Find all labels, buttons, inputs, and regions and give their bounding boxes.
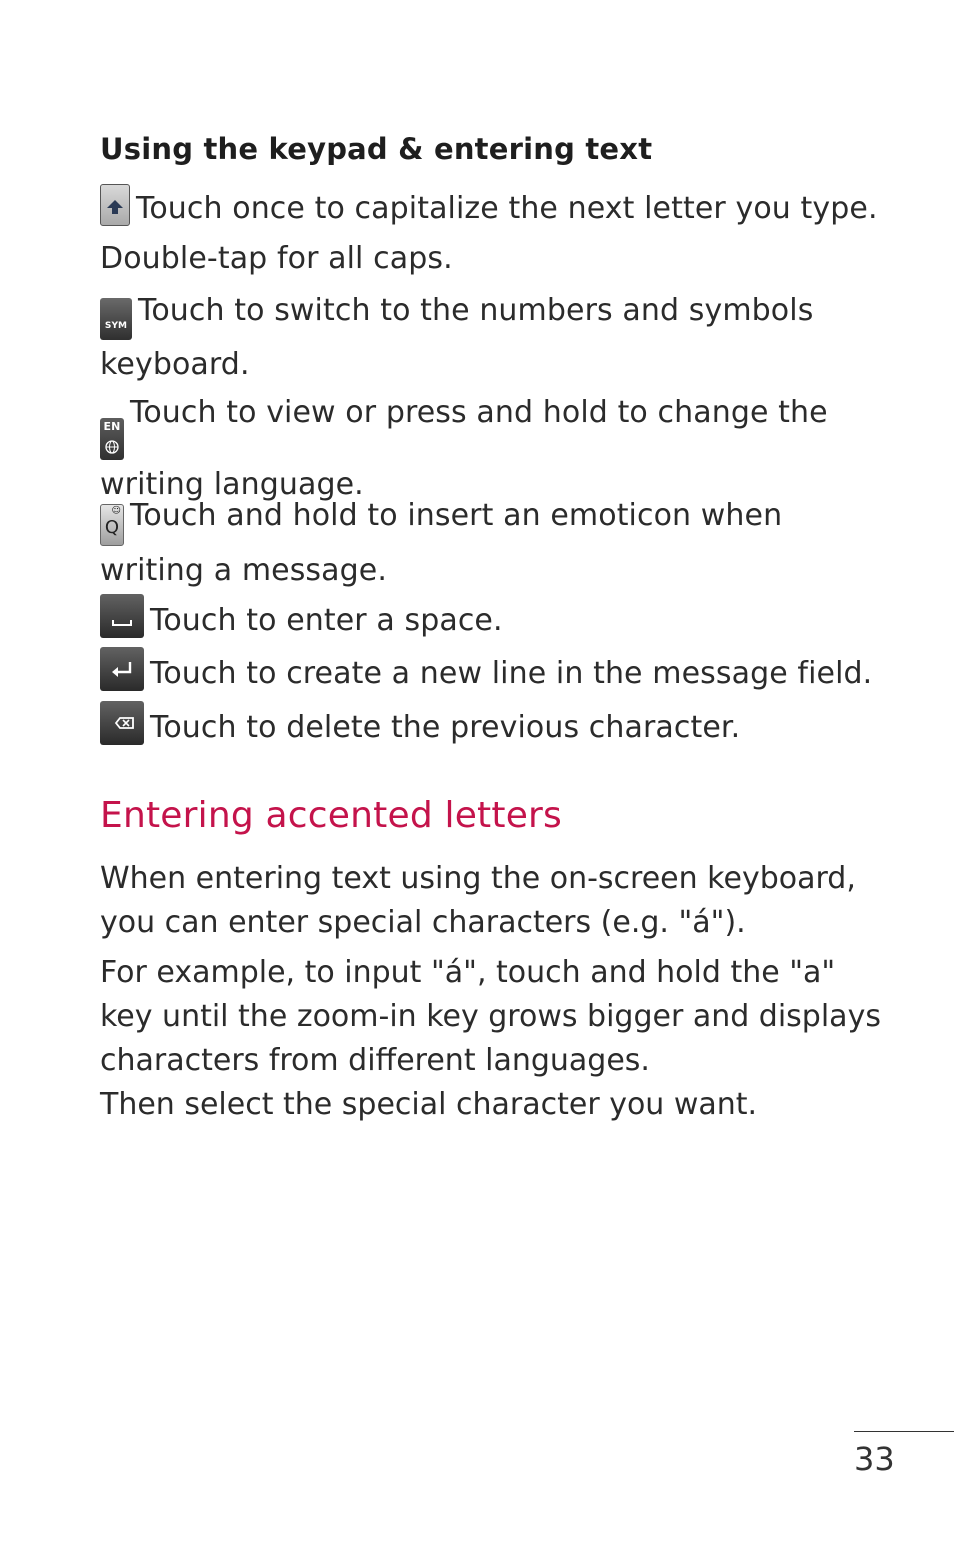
item-text: Touch to view or press and hold to change the writing language. <box>100 395 828 502</box>
sym-key-icon: SYM <box>100 298 132 340</box>
shift-key-icon <box>100 184 130 226</box>
page-number: 33 <box>854 1440 895 1478</box>
list-item <box>100 184 880 284</box>
list-item <box>100 286 880 390</box>
list-item <box>100 647 880 699</box>
language-key-label: EN <box>103 420 121 433</box>
space-key-icon <box>100 594 144 638</box>
paragraph: When entering text using the on-screen keyboard, you can enter special characters (e.g. "á"). <box>100 861 856 940</box>
section-title: Entering accented letters <box>100 795 562 836</box>
footer-divider <box>854 1431 954 1432</box>
emoticon-key-label: Q <box>104 517 120 538</box>
delete-key-icon <box>100 701 144 745</box>
item-text: Touch once to capitalize the next letter you type. Double-tap for all caps. <box>100 191 878 276</box>
list-item <box>100 701 880 753</box>
enter-key-icon <box>100 647 144 691</box>
emoticon-key-icon <box>100 504 124 546</box>
item-text: Touch to create a new line in the message field. <box>150 656 873 691</box>
globe-icon <box>105 440 119 454</box>
item-text: Touch and hold to insert an emoticon when writing a message. <box>100 498 783 588</box>
list-item <box>100 491 880 596</box>
item-text: Touch to switch to the numbers and symbols keyboard. <box>100 293 814 382</box>
language-key-icon <box>100 418 124 460</box>
smiley-icon: ☺ <box>111 506 121 516</box>
paragraph: Then select the special character you want. <box>100 1087 758 1122</box>
subheading: Using the keypad & entering text <box>100 132 653 166</box>
item-text: Touch to delete the previous character. <box>150 710 741 745</box>
list-item <box>100 594 880 646</box>
paragraph: For example, to input "á", touch and hold the "a" key until the zoom-in key grows bigger and displays characters from different languages. <box>100 955 881 1078</box>
item-text: Touch to enter a space. <box>150 603 503 638</box>
